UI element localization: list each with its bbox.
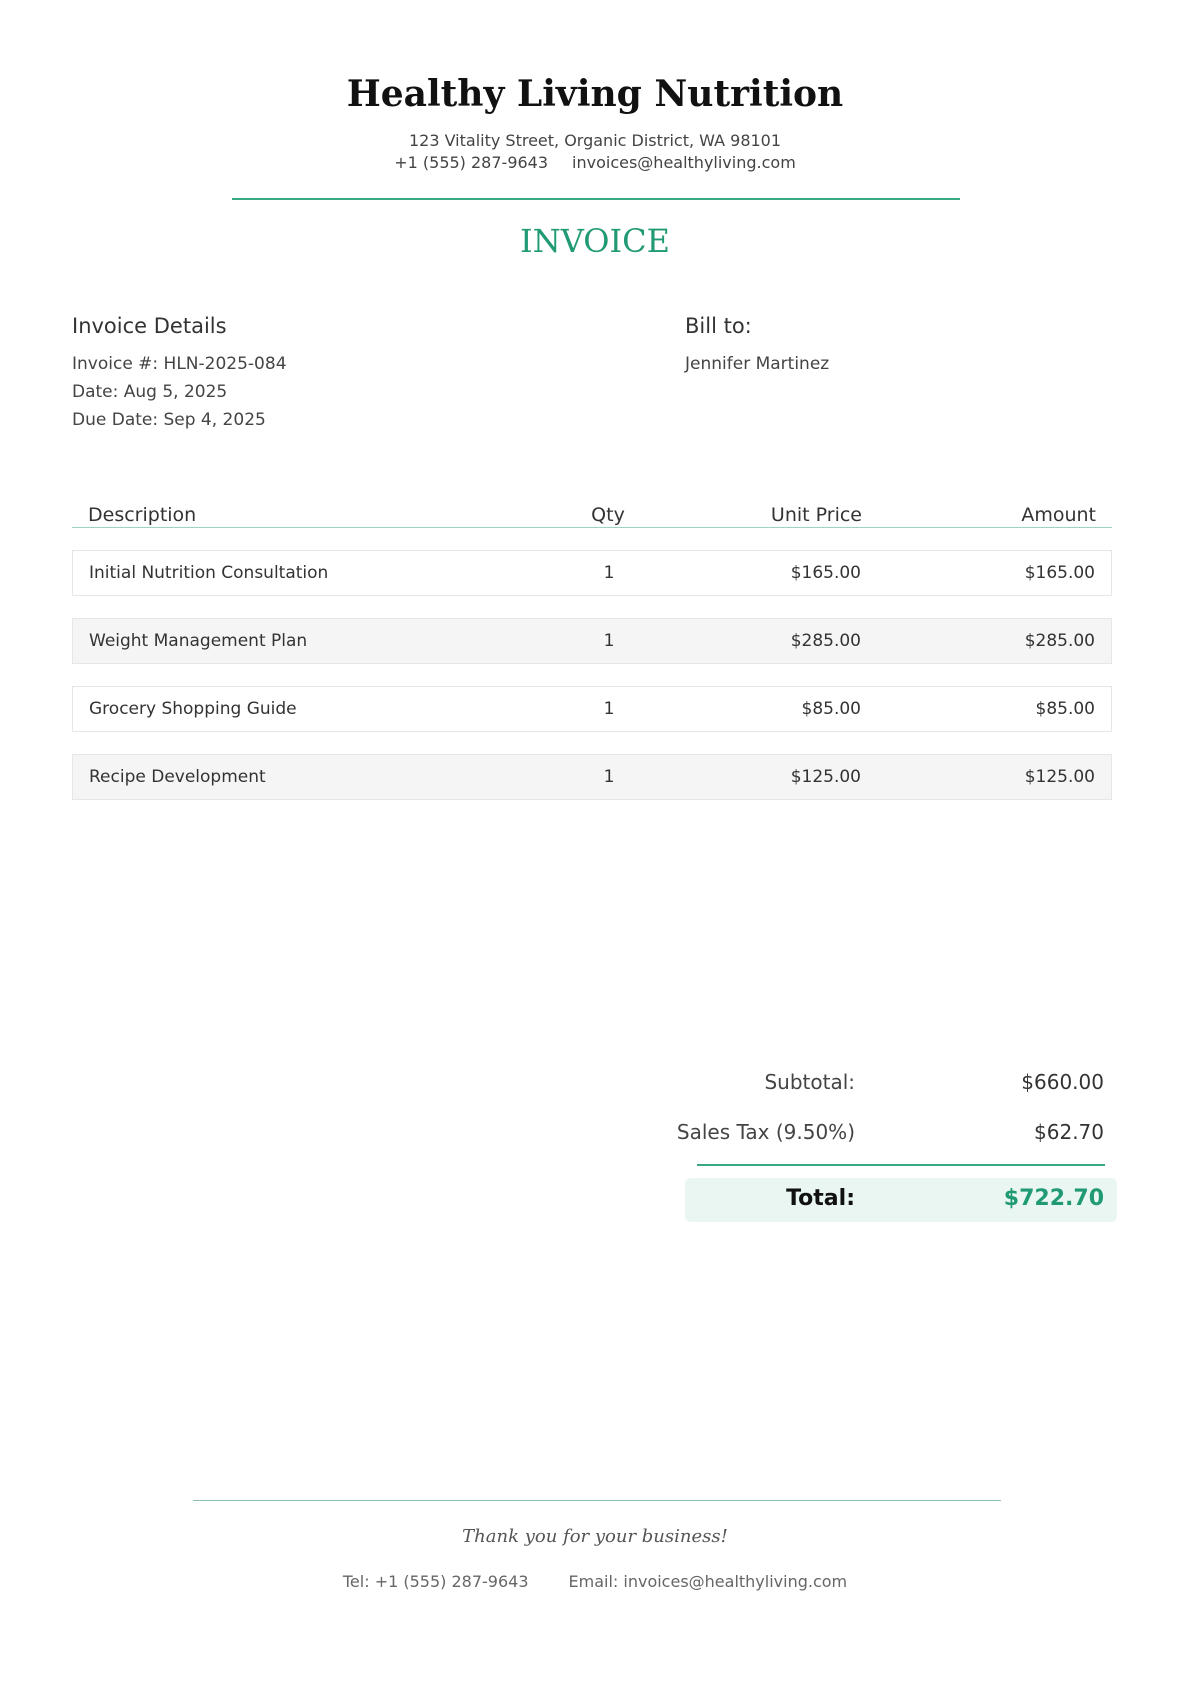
row-unit-price: $165.00 <box>790 563 861 583</box>
row-amount: $85.00 <box>1035 699 1095 719</box>
invoice-due-date: Due Date: Sep 4, 2025 <box>72 410 266 430</box>
header-divider <box>232 198 960 200</box>
invoice-number: Invoice #: HLN-2025-084 <box>72 354 287 374</box>
thank-you-note: Thank you for your business! <box>462 1526 728 1547</box>
invoice-date: Date: Aug 5, 2025 <box>72 382 228 402</box>
row-qty: 1 <box>603 631 615 651</box>
row-amount: $125.00 <box>1024 767 1095 787</box>
bill-to <box>685 312 1105 378</box>
row-unit-price: $125.00 <box>790 767 861 787</box>
subtotal-label: Subtotal: <box>764 1070 855 1094</box>
row-description: Initial Nutrition Consultation <box>89 563 329 583</box>
tax-label: Sales Tax (9.50%) <box>676 1120 855 1144</box>
header-amount: Amount <box>1021 504 1096 526</box>
row-description: Weight Management Plan <box>89 631 308 651</box>
table-row <box>72 686 1112 732</box>
invoice-details-heading: Invoice Details <box>72 314 227 338</box>
row-description: Grocery Shopping Guide <box>89 699 297 719</box>
header-description: Description <box>88 504 197 526</box>
invoice-details <box>72 312 612 434</box>
table-row <box>72 618 1112 664</box>
table-row <box>72 550 1112 596</box>
header-unit-price: Unit Price <box>770 504 862 526</box>
footer-email: Email: invoices@healthyliving.com <box>568 1572 848 1591</box>
company-header <box>0 70 1190 174</box>
subtotal-line <box>0 1070 1190 1102</box>
row-unit-price: $85.00 <box>801 699 861 719</box>
row-amount: $285.00 <box>1024 631 1095 651</box>
row-amount: $165.00 <box>1024 563 1095 583</box>
row-qty: 1 <box>603 699 615 719</box>
row-unit-price: $285.00 <box>790 631 861 651</box>
company-email: invoices@healthyliving.com <box>572 153 796 172</box>
total-label: Total: <box>786 1186 855 1211</box>
line-items-table <box>72 488 1112 800</box>
tax-value: $62.70 <box>1034 1120 1104 1144</box>
tax-line <box>0 1120 1190 1152</box>
row-qty: 1 <box>603 767 615 787</box>
bill-to-name: Jennifer Martinez <box>685 354 830 374</box>
footer-contact <box>0 1572 1190 1591</box>
footer-tel: Tel: +1 (555) 287-9643 <box>342 1572 529 1591</box>
company-address: 123 Vitality Street, Organic District, WA 98101 <box>408 131 782 150</box>
row-description: Recipe Development <box>89 767 266 787</box>
company-contact <box>0 152 1190 174</box>
header-qty: Qty <box>591 504 625 526</box>
company-name: Healthy Living Nutrition <box>346 73 844 115</box>
company-phone: +1 (555) 287-9643 <box>394 153 549 172</box>
footer-divider <box>193 1500 1001 1501</box>
totals-divider <box>697 1164 1105 1166</box>
table-row <box>72 754 1112 800</box>
total-value: $722.70 <box>1003 1186 1104 1211</box>
row-qty: 1 <box>603 563 615 583</box>
subtotal-value: $660.00 <box>1021 1070 1104 1094</box>
table-header <box>72 488 1112 528</box>
invoice-title: INVOICE <box>520 222 670 260</box>
bill-to-heading: Bill to: <box>685 314 752 338</box>
